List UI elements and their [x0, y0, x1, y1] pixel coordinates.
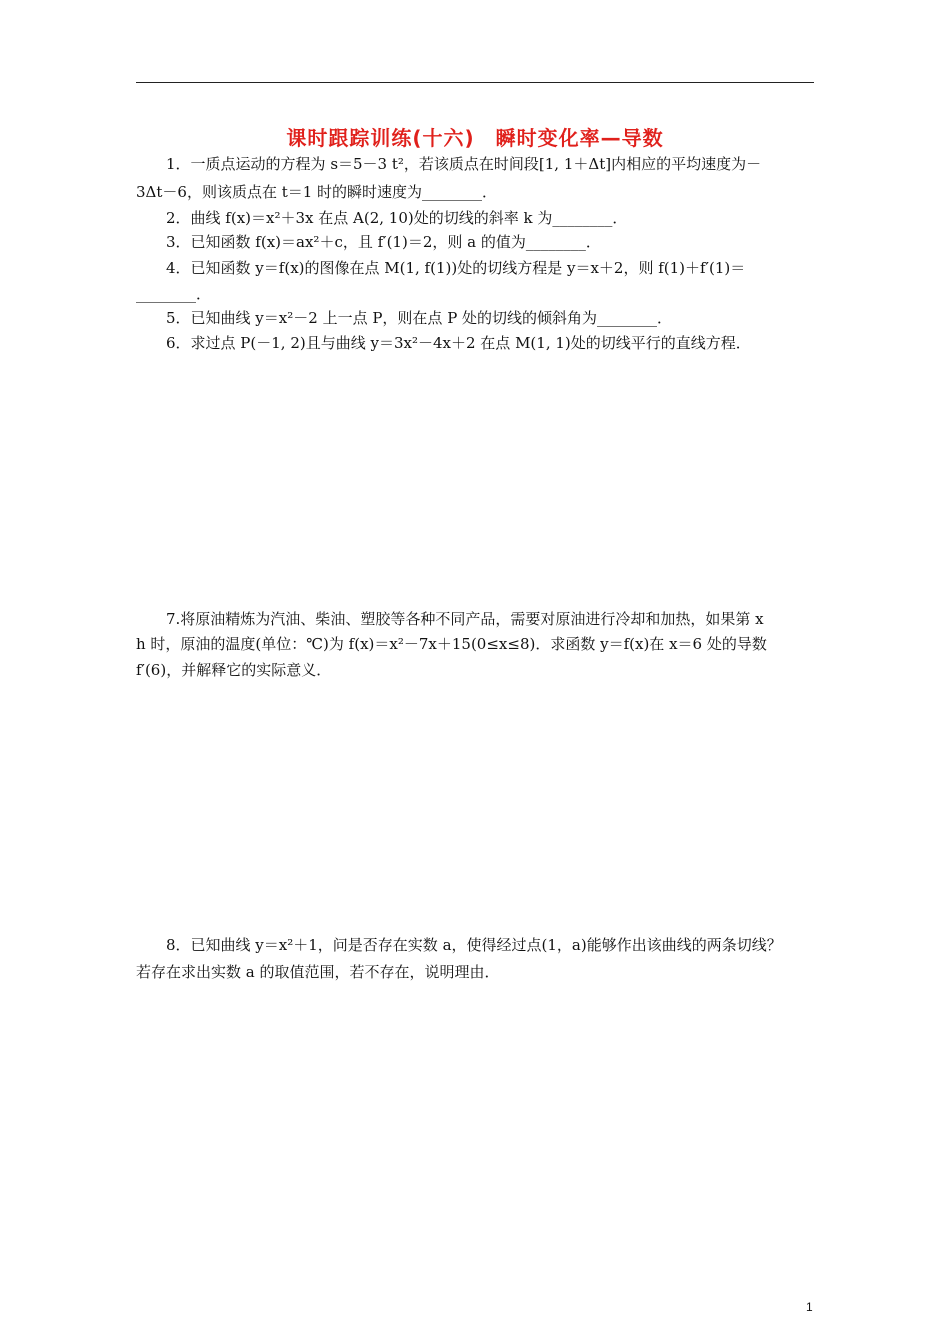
q6: 6．求过点 P(－1, 2)且与曲线 y＝3x²－4x＋2 在点 M(1, 1)处的切线平行的直线方程． — [166, 334, 751, 352]
q7-line2: h 时，原油的温度(单位：℃)为 f(x)＝x²－7x＋15(0≤x≤8)．求函数 y＝f(x)在 x＝6 处的导数 — [136, 635, 767, 653]
q4-line2: ________． — [136, 285, 212, 303]
q2: 2．曲线 f(x)＝x²＋3x 在点 A(2, 10)处的切线的斜率 k 为________． — [166, 209, 628, 227]
q8-line1: 8．已知曲线 y＝x²＋1，问是否存在实数 a，使得经过点(1，a)能够作出该曲线的两条切线？ — [166, 936, 782, 954]
page-number: 1 — [806, 1300, 813, 1314]
q8-line2: 若存在求出实数 a 的取值范围，若不存在，说明理由． — [136, 963, 500, 981]
header-rule — [136, 82, 814, 83]
q7-line1: 7.将原油精炼为汽油、柴油、塑胶等各种不同产品，需要对原油进行冷却和加热，如果第 x — [166, 610, 764, 628]
q4-line1: 4．已知函数 y＝f(x)的图像在点 M(1, f(1))处的切线方程是 y＝x＋2，则 f(1)＋f′(1)＝ — [166, 259, 746, 277]
q1-line2: 3Δt－6，则该质点在 t＝1 时的瞬时速度为________． — [136, 183, 498, 201]
q1-line1: 1．一质点运动的方程为 s＝5－3 t²，若该质点在时间段[1, 1＋Δt]内相应的平均速度为－ — [166, 155, 762, 173]
q3: 3．已知函数 f(x)＝ax²＋c，且 f′(1)＝2，则 a 的值为________． — [166, 233, 601, 251]
q7-line3: f′(6)，并解释它的实际意义． — [136, 661, 332, 679]
q5: 5．已知曲线 y＝x²－2 上一点 P，则在点 P 处的切线的倾斜角为________． — [166, 309, 673, 327]
page-title: 课时跟踪训练(十六) 瞬时变化率—导数 — [286, 126, 664, 150]
